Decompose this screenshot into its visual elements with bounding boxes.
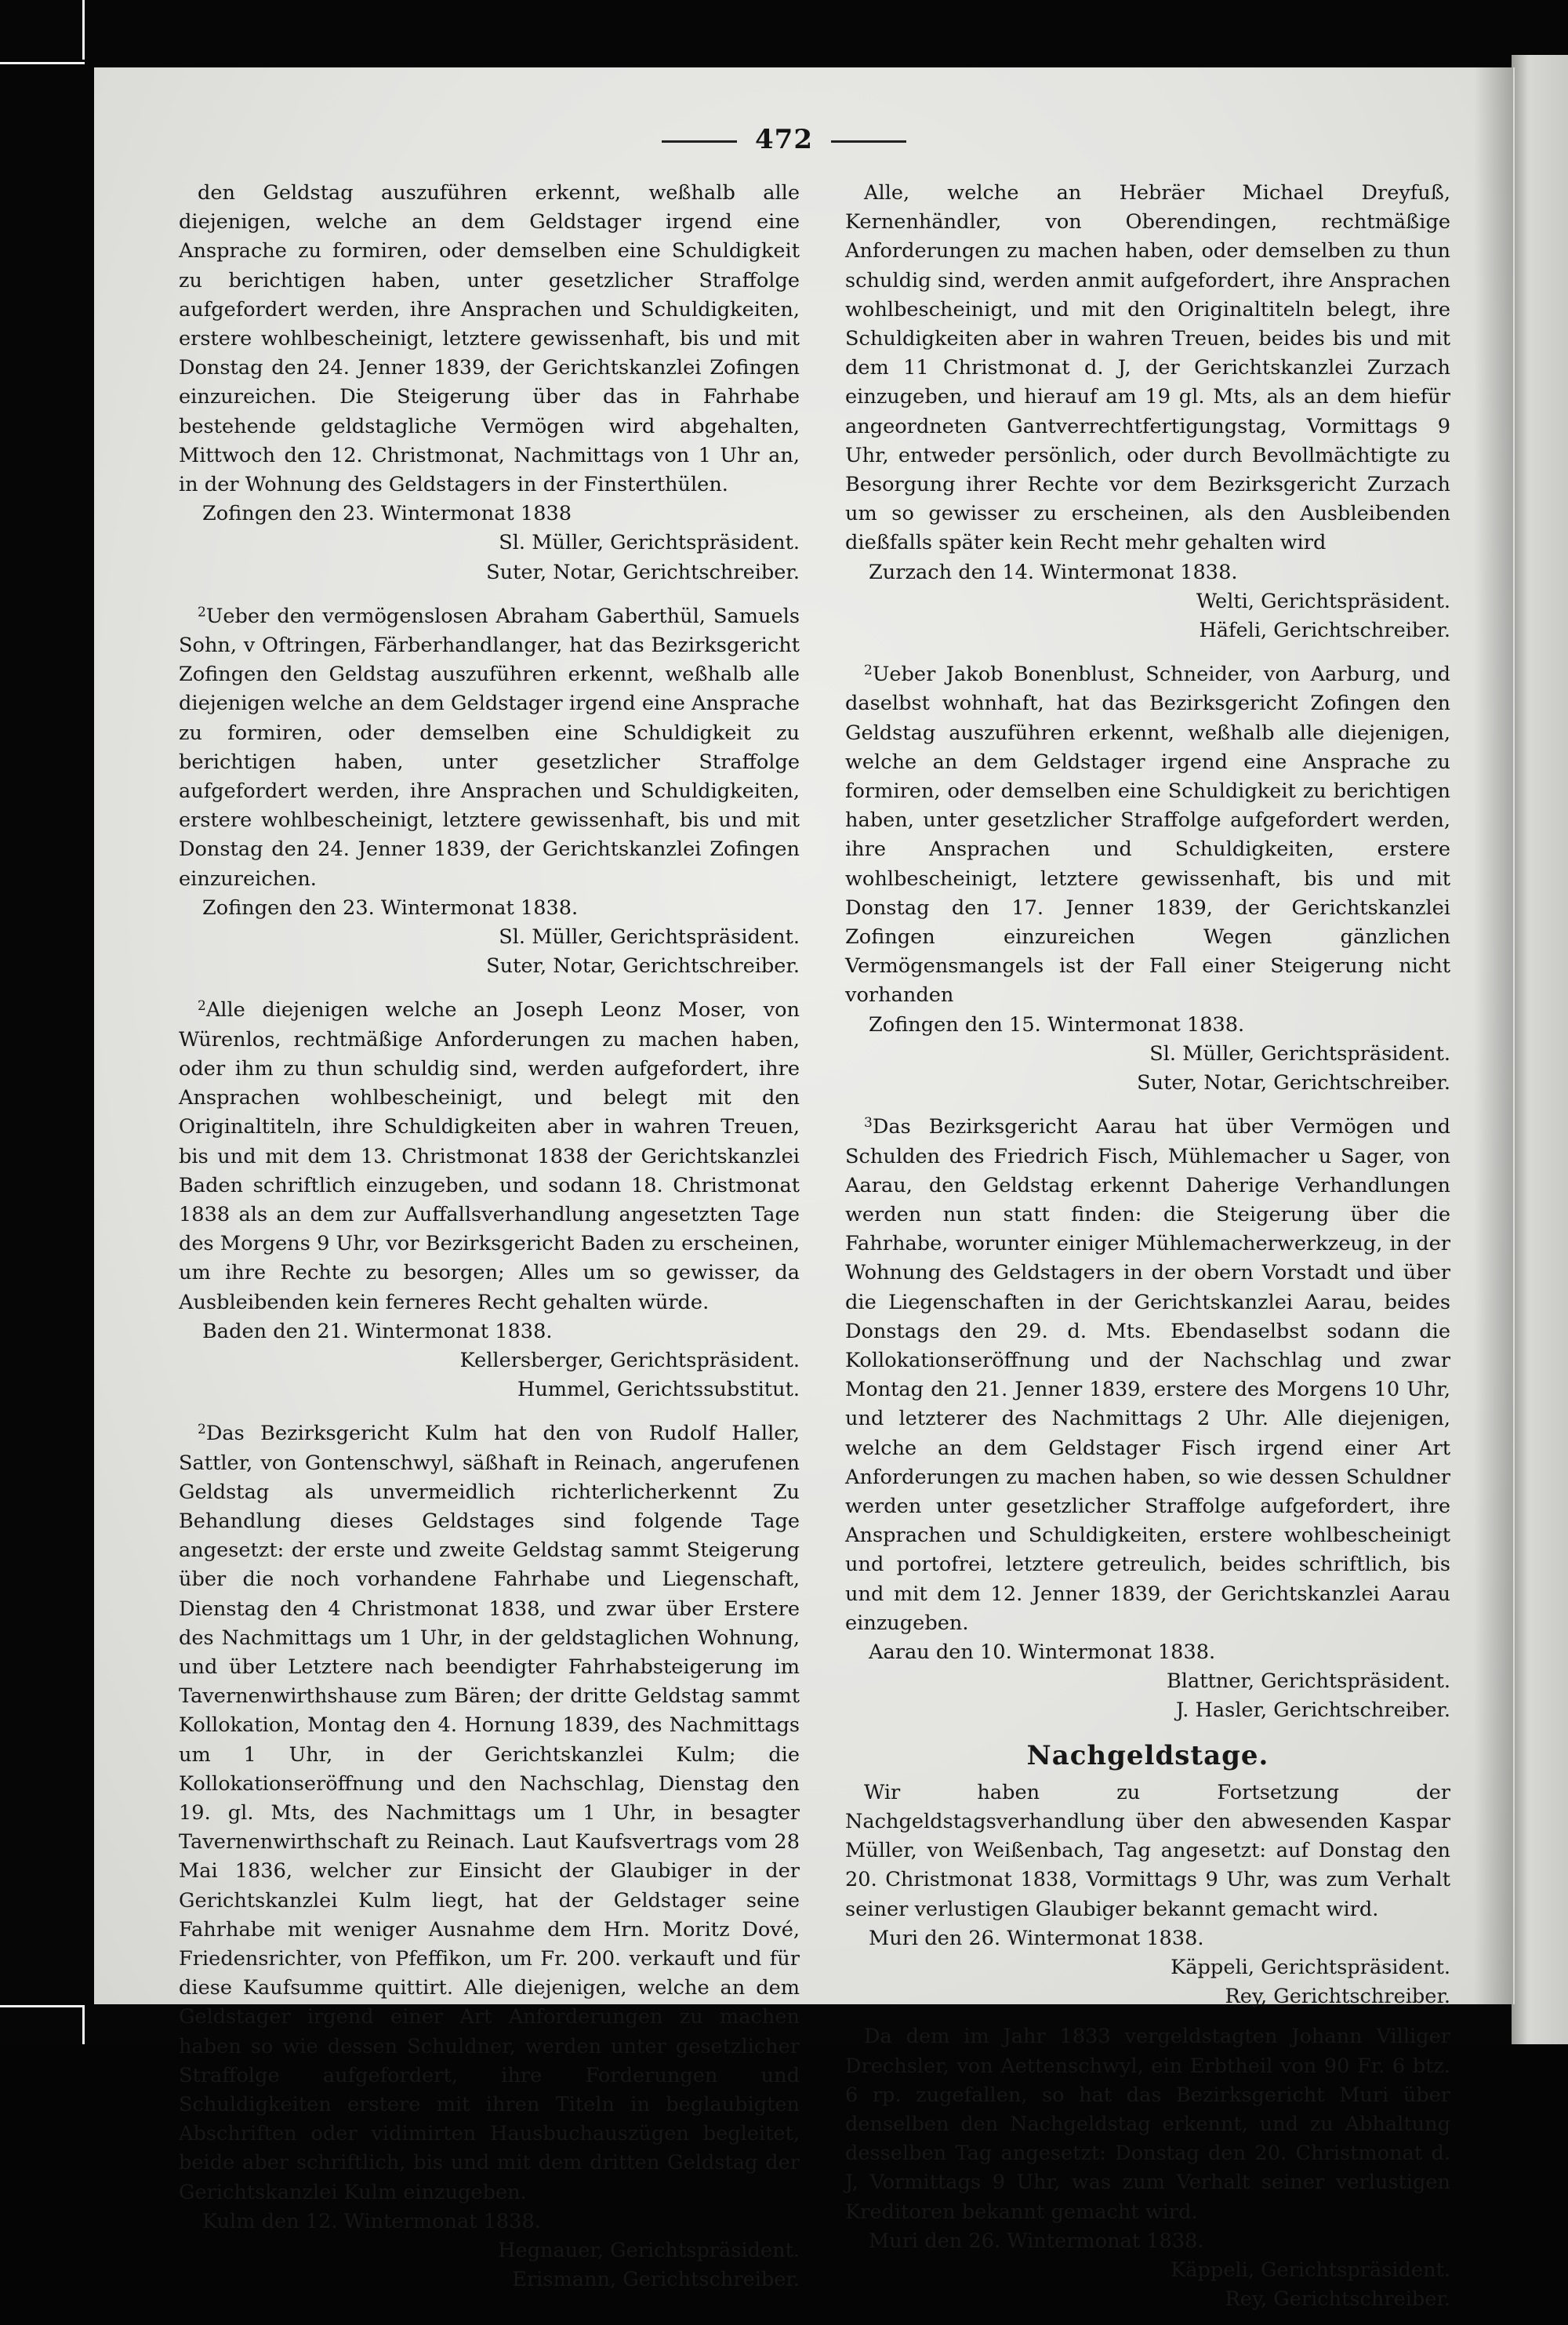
notice-date: Aarau den 10. Wintermonat 1838. — [869, 1640, 1216, 1664]
notice — [845, 656, 1450, 1098]
notice-text: den Geldstag auszuführen erkennt, weßhalb alle diejenigen, welche an dem Geldstager irgend eine Ansprache zu formiren, oder demselben eine Schuldigkeit zu berichtigen haben, unter gesetzlicher Straffolge aufgefordert werden, ihre Ansprachen und Schuldigkeiten, erstere wohlbescheinigt, letztere gewissenhaft, bis und mit Donstag den 24. Jenner 1839, der Gerichtskanzlei Zofingen einzureichen. Die Steigerung über das in Fahrhabe bestehende geldstagliche Vermögen wird abgehalten, Mittwoch den 12. Christmonat, Nachmittags von 1 Uhr an, in der Wohnung des Geldstagers in der Finsterthülen. — [179, 181, 800, 497]
header-rule-right — [831, 140, 906, 143]
notice-gap — [845, 1098, 1450, 1109]
notice-signature: Suter, Notar, Gerichtschreiber. — [486, 560, 800, 584]
notice-signature: Suter, Notar, Gerichtschreiber. — [486, 954, 800, 979]
notice — [179, 1415, 800, 2294]
notice-signature: Käppeli, Gerichtspräsident. — [1171, 2258, 1450, 2283]
notice-signature: Rey, Gerichtschreiber. — [1225, 1985, 1450, 2009]
page-shadow — [1474, 67, 1513, 2004]
crop-mark — [0, 62, 85, 64]
notice-signature: Hummel, Gerichtssubstitut. — [517, 1378, 800, 1402]
page-number: 472 — [755, 124, 813, 155]
notice-date: Zofingen den 15. Wintermonat 1838. — [869, 1012, 1245, 1037]
notice-date: Muri den 26. Wintermonat 1838. — [869, 2229, 1204, 2253]
notice-date: Baden den 21. Wintermonat 1838. — [202, 1319, 553, 1343]
crop-mark — [82, 2007, 85, 2044]
notice-text: Alle diejenigen welche an Joseph Leonz Moser, von Würenlos, rechtmäßige Anforderungen zu machen haben, oder ihm zu thun schuldig sind, werden aufgefordert, ihre Ansprachen wohlbescheinigt, und belegt mit den Originaltiteln, ihre Schuldigkeiten aber in wahren Treuen, bis und mit dem 13. Christmonat 1838 der Gerichtskanzlei Baden schriftlich einzugeben, und sodann 18. Christmonat 1838 als an dem zur Auffallsverhandlung angesetzten Tage des Morgens 9 Uhr, vor Bezirksgericht Baden zu erscheinen, um ihre Rechte zu besorgen; Alles um so gewisser, da Ausbleibenden kein ferneres Recht gehalten würde. — [179, 998, 800, 1314]
footnote-marker: 2 — [864, 663, 873, 679]
notice-signature: Kellersberger, Gerichtspräsident. — [459, 1348, 800, 1372]
crop-mark — [82, 0, 85, 60]
notice-date: Zofingen den 23. Wintermonat 1838 — [202, 502, 572, 526]
notice — [179, 179, 800, 587]
left-column — [179, 179, 800, 2305]
notice-body — [179, 1415, 800, 2207]
notice-signature: Häfeli, Gerichtschreiber. — [1199, 619, 1450, 643]
notice-gap — [845, 1726, 1450, 1737]
notice-gap — [845, 2314, 1450, 2325]
notice-date: Muri den 26. Wintermonat 1838. — [869, 1926, 1204, 1950]
notice-date: Zurzach den 14. Wintermonat 1838. — [869, 560, 1238, 584]
notice-gap — [179, 981, 800, 992]
notice-signature: Rey, Gerichtschreiber. — [1225, 2287, 1450, 2312]
notice-signature: Sl. Müller, Gerichtspräsident. — [499, 925, 800, 950]
next-page-edge — [1512, 55, 1568, 2044]
notice — [179, 992, 800, 1404]
notice-text: Wir haben zu Fortsetzung der Nachgeldstagsverhandlung über den abwesenden Kaspar Müller, von Weißenbach, Tag angesetzt: auf Donstag den 20. Christmonat 1838, Vormittags 9 Uhr, was zum Verhalt seiner verlustigen Glaubiger bekannt gemacht wird. — [845, 1780, 1450, 1921]
notice-body — [179, 992, 800, 1317]
notice-signature: Hegnauer, Gerichtspräsident. — [498, 2239, 800, 2263]
section-title: Nachgeldstage. — [1026, 1739, 1269, 1771]
notice-text: Das Bezirksgericht Kulm hat den von Rudolf Haller, Sattler, von Gontenschwyl, säßhaft in Reinach, angerufenen Geldstag als unvermeidlich richterlicherkennt Zu Behandlung dieses Geldstages sind folgende Tage angesetzt: der erste und zweite Geldstag sammt Steigerung über die noch vorhandene Fahrhabe und Liegenschaft, Dienstag den 4 Christmonat 1838, und zwar über Erstere des Nachmittags um 1 Uhr, in der geldstaglichen Wohnung, und über Letztere nach beendigter Fahrhabsteigerung im Tavernenwirthshause zum Bären; der dritte Geldstag sammt Kollokation, Montag den 4. Hornung 1839, des Nachmittags um 1 Uhr, in der Gerichtskanzlei Kulm; die Kollokationseröffnung und den Nachschlag, Dienstag den 19. gl. Mts, des Nachmittags um 1 Uhr, in besagter Tavernenwirthschaft zu Reinach. Laut Kaufsvertrags vom 28 Mai 1836, welcher zur Einsicht der Glaubiger in der Gerichtskanzlei Kulm liegt, hat der Geldstager seine Fahrhabe mit weniger Ausnahme dem Hrn. Moritz Dové, Friedensrichter, von Pfeffikon, um Fr. 200. verkauft und für diese Kaufsumme quittirt. Alle diejenigen, welche an dem Geldstager irgend einer Art Anforderungen zu machen haben so wie dessen Schuldner, werden unter gesetzlicher Straffolge aufgefordert, ihre Forderungen und Schuldigkeiten erstere mit ihren Titeln in beglaubigten Abschriften oder vidimirten Hausbuchauszügen begleitet, beide aber schriftlich, bis und mit dem dritten Geldstag der Gerichtskanzlei Kulm einzugeben. — [179, 1422, 800, 2204]
notice-body — [845, 1109, 1450, 1638]
notice-text: Alle, welche an Hebräer Michael Dreyfuß, Kernenhändler, von Oberendingen, rechtmäßige Anforderungen zu machen haben, oder demselben zu thun schuldig sind, werden anmit aufgefordert, ihre Ansprachen wohlbescheinigt, und mit den Originaltiteln belegt, ihre Schuldigkeiten aber in wahren Treuen, beides bis und mit dem 11 Christmonat d. J, der Gerichtskanzlei Zurzach einzugeben, und hierauf am 19 gl. Mts, als an dem hiefür angeordneten Gantverrechtfertigungstag, Vormittags 9 Uhr, entweder persönlich, oder durch Bevollmächtigte zu Besorgung ihrer Rechte vor dem Bezirksgericht Zurzach um so gewisser zu erscheinen, als den Ausbleibenden dießfalls später kein Recht mehr gehalten wird — [845, 181, 1450, 555]
notice-signature: Käppeli, Gerichtspräsident. — [1171, 1955, 1450, 1979]
notice-gap — [179, 2294, 800, 2305]
notice-body — [179, 179, 800, 500]
notice-signature: Suter, Notar, Gerichtschreiber. — [1137, 1071, 1450, 1095]
notice-body — [179, 598, 800, 894]
notice-gap — [845, 2011, 1450, 2022]
notice-text: Ueber Jakob Bonenblust, Schneider, von Aarburg, und daselbst wohnhaft, hat das Bezirksgericht Zofingen den Geldstag auszuführen erkennt, weßhalb alle diejenigen, welche an dem Geldstager irgend eine Ansprache zu formiren, oder demselben eine Schuldigkeit zu berichtigen haben, unter gesetzlicher Straffolge aufgefordert werden, ihre Ansprachen und Schuldigkeiten, erstere wohlbescheinigt, letztere gewissenhaft, bis und mit Donstag den 17. Jenner 1839, der Gerichtskanzlei Zofingen einzureichen Wegen gänzlichen Vermögensmangels ist der Fall einer Steigerung nicht vorhanden — [845, 663, 1450, 1008]
page-header — [0, 124, 1568, 155]
footnote-marker: 2 — [198, 1422, 206, 1438]
notice-signature: Sl. Müller, Gerichtspräsident. — [499, 531, 800, 555]
notice-date: Zofingen den 23. Wintermonat 1838. — [202, 895, 579, 920]
notice-date: Kulm den 12. Wintermonat 1838. — [202, 2209, 541, 2233]
notice — [845, 179, 1450, 645]
notice-body — [845, 1778, 1450, 1924]
notice — [845, 1109, 1450, 1725]
notice-body — [845, 179, 1450, 558]
notice-gap — [845, 645, 1450, 656]
notice — [179, 598, 800, 982]
notice — [845, 2022, 1450, 2314]
right-column — [845, 179, 1450, 2325]
notice-signature: Sl. Müller, Gerichtspräsident. — [1149, 1041, 1450, 1066]
notice-signature: Welti, Gerichtspräsident. — [1196, 589, 1450, 613]
notice-text: Das Bezirksgericht Aarau hat über Vermögen und Schulden des Friedrich Fisch, Mühlemacher u Sager, von Aarau, den Geldstag erkennt Daherige Verhandlungen werden nun statt finden: die Steigerung über die Fahrhabe, worunter einiger Mühlemacherwerkzeug, in der Wohnung des Geldstagers in der obern Vorstadt und über die Liegenschaften in der Gerichtskanzlei Aarau, beides Donstags den 29. d. Mts. Ebendaselbst sodann die Kollokationseröffnung und der Nachschlag und zwar Montag den 21. Jenner 1839, erstere des Morgens 10 Uhr, und letzterer des Nachmittags 2 Uhr. Alle diejenigen, welche an dem Geldstager Fisch irgend einer Art Anforderungen zu machen haben, so wie dessen Schuldner werden unter gesetzlicher Straffolge aufgefordert, ihre Ansprachen und Schuldigkeiten, erstere wohlbescheinigt und portofrei, letztere getreulich, beides schriftlich, bis und mit dem 12. Jenner 1839, der Gerichtskanzlei Aarau einzugeben. — [845, 1115, 1450, 1635]
notice-text: Ueber den vermögenslosen Abraham Gaberthül, Samuels Sohn, v Oftringen, Färberhandlanger, hat das Bezirksgericht Zofingen den Geldstag auszuführen erkennt, weßhalb alle diejenigen welche an dem Geldstager irgend eine Ansprache zu formiren, oder demselben eine Schuldigkeit zu berichtigen haben, unter gesetzlicher Straffolge aufgefordert werden, ihre Ansprachen und Schuldigkeiten, erstere wohlbescheinigt, letztere gewissenhaft, bis und mit Donstag den 24. Jenner 1839, der Gerichtskanzlei Zofingen einzureichen. — [179, 604, 800, 891]
notice-gap — [179, 587, 800, 598]
footnote-marker: 2 — [198, 998, 206, 1015]
notice-gap — [179, 1404, 800, 1415]
footnote-marker: 2 — [198, 604, 206, 620]
notice-body — [845, 2022, 1450, 2226]
notice — [845, 1778, 1450, 2012]
header-rule-left — [662, 140, 737, 143]
notice-signature: Blattner, Gerichtspräsident. — [1166, 1669, 1450, 1694]
notice-signature: J. Hasler, Gerichtschreiber. — [1175, 1698, 1450, 1723]
notice-signature: Erismann, Gerichtschreiber. — [512, 2268, 800, 2292]
notice-body — [845, 656, 1450, 1010]
notice-text: Da dem im Jahr 1833 vergeldstagten Johann Villiger Drechsler, von Aettenschwyl, ein Erbtheil von 90 Fr. 6 btz. 6 rp. zugefallen, so hat das Bezirksgericht Muri über denselben den Nachgeldstag erkennt, und zu Abhaltung desselben Tag angesetzt: Donstag den 20. Christmonat d. J, Vormittags 9 Uhr, was zum Verhalt seiner verlustigen Kreditoren bekannt gemacht wird. — [845, 2025, 1450, 2224]
footnote-marker: 3 — [864, 1115, 873, 1132]
crop-mark — [0, 2005, 85, 2007]
